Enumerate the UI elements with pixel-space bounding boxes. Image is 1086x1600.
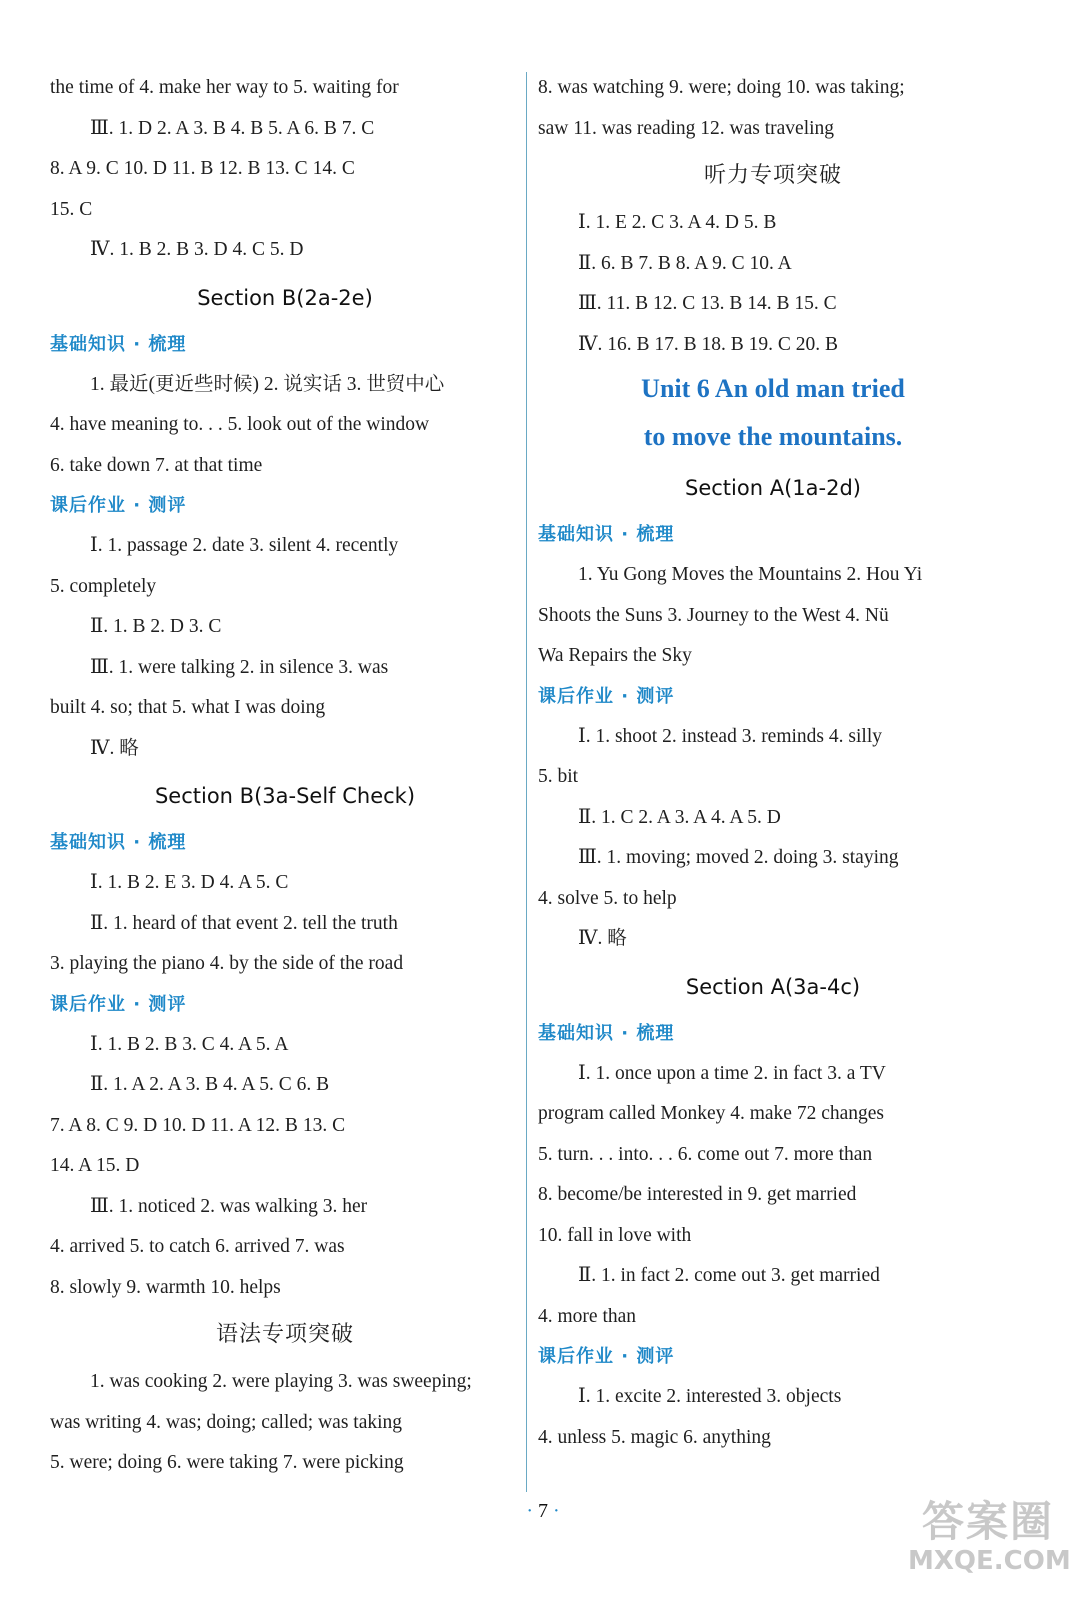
answer-line: 8. become/be interested in 9. get married bbox=[538, 1184, 857, 1205]
column-divider bbox=[526, 72, 527, 1492]
answer-line: Ⅳ. 1. B 2. B 3. D 4. C 5. D bbox=[90, 239, 304, 260]
answer-line: 8. A 9. C 10. D 11. B 12. B 13. C 14. C bbox=[50, 158, 355, 179]
answer-line: 4. solve 5. to help bbox=[538, 887, 677, 909]
watermark-logo bbox=[908, 1497, 1071, 1588]
answer-line: 4. have meaning to. . . 5. look out of the window bbox=[50, 414, 430, 435]
answer-line: 1. Yu Gong Moves the Mountains 2. Hou Yi bbox=[578, 564, 923, 585]
answer-line: Ⅰ. 1. once upon a time 2. in fact 3. a TV bbox=[578, 1062, 886, 1084]
category-tag: 基础知识 · 梳理 bbox=[50, 832, 187, 853]
page-number-value: 7 bbox=[538, 1500, 548, 1522]
answer-line: Ⅳ. 略 bbox=[578, 928, 627, 949]
answer-line: 14. A 15. D bbox=[50, 1155, 140, 1176]
unit-title: to move the mountains. bbox=[643, 422, 903, 451]
answer-line: Wa Repairs the Sky bbox=[538, 645, 692, 666]
category-tag: 课后作业 · 测评 bbox=[50, 993, 187, 1015]
answer-line: Ⅲ. 1. noticed 2. was walking 3. her bbox=[90, 1195, 368, 1217]
right-column bbox=[538, 68, 1008, 1458]
section-title: Section A(3a-4c) bbox=[685, 974, 861, 999]
answer-line: Ⅰ. 1. excite 2. interested 3. objects bbox=[578, 1386, 842, 1407]
answer-line: 5. completely bbox=[50, 575, 157, 597]
answer-line: 6. take down 7. at that time bbox=[50, 454, 263, 476]
watermark-sub: MXQE.COM bbox=[908, 1546, 1071, 1576]
answer-line: Ⅰ. 1. passage 2. date 3. silent 4. recently bbox=[90, 535, 399, 556]
section-title: Section A(1a-2d) bbox=[685, 476, 861, 500]
answer-line: Ⅲ. 11. B 12. C 13. B 14. B 15. C bbox=[578, 293, 837, 314]
answer-line: 4. more than bbox=[538, 1305, 637, 1327]
answer-line: 7. A 8. C 9. D 10. D 11. A 12. B 13. C bbox=[50, 1114, 346, 1136]
answer-line: 8. slowly 9. warmth 10. helps bbox=[50, 1276, 281, 1298]
answer-line: 8. was watching 9. were; doing 10. was taking; bbox=[538, 77, 905, 98]
answer-line: program called Monkey 4. make 72 changes bbox=[538, 1103, 885, 1124]
answer-line: saw 11. was reading 12. was traveling bbox=[538, 117, 835, 139]
answer-line: 5. turn. . . into. . . 6. come out 7. more than bbox=[538, 1143, 873, 1165]
answer-line: Ⅰ. 1. E 2. C 3. A 4. D 5. B bbox=[578, 212, 777, 233]
answer-line: Ⅱ. 6. B 7. B 8. A 9. C 10. A bbox=[578, 252, 792, 274]
answer-line: Ⅱ. 1. A 2. A 3. B 4. A 5. C 6. B bbox=[90, 1074, 330, 1095]
answer-line: 4. arrived 5. to catch 6. arrived 7. was bbox=[50, 1236, 345, 1257]
answer-line: Ⅰ. 1. shoot 2. instead 3. reminds 4. silly bbox=[578, 725, 882, 747]
category-tag: 基础知识 · 梳理 bbox=[538, 1022, 675, 1044]
category-tag: 课后作业 · 测评 bbox=[538, 1346, 675, 1367]
answer-line: was writing 4. was; doing; called; was taking bbox=[50, 1411, 403, 1433]
answer-line: Ⅲ. 1. D 2. A 3. B 4. B 5. A 6. B 7. C bbox=[90, 117, 375, 139]
answer-line: Ⅱ. 1. in fact 2. come out 3. get married bbox=[578, 1265, 880, 1286]
section-title: 听力专项突破 bbox=[703, 163, 842, 188]
category-tag: 基础知识 · 梳理 bbox=[50, 333, 187, 355]
answer-line: 4. unless 5. magic 6. anything bbox=[538, 1426, 771, 1448]
answer-line: 10. fall in love with bbox=[538, 1224, 692, 1246]
category-tag: 基础知识 · 梳理 bbox=[538, 524, 675, 545]
answer-line: Ⅲ. 1. were talking 2. in silence 3. was bbox=[90, 656, 389, 678]
answer-line: Shoots the Suns 3. Journey to the West 4. Nü bbox=[538, 604, 889, 626]
answer-line: 5. were; doing 6. were taking 7. were picking bbox=[50, 1452, 404, 1473]
watermark-main: 答案圈 bbox=[921, 1497, 1054, 1546]
answer-line: 15. C bbox=[50, 198, 93, 220]
answer-line: Ⅳ. 16. B 17. B 18. B 19. C 20. B bbox=[578, 333, 839, 355]
category-tag: 课后作业 · 测评 bbox=[50, 495, 187, 516]
answer-line: 3. playing the piano 4. by the side of the road bbox=[50, 953, 404, 974]
answer-line: the time of 4. make her way to 5. waiting for bbox=[50, 77, 399, 98]
answer-line: Ⅳ. 略 bbox=[90, 737, 139, 759]
answer-line: 1. 最近(更近些时候) 2. 说实话 3. 世贸中心 bbox=[90, 373, 445, 395]
page-number: · 7 · bbox=[526, 1500, 560, 1522]
answer-line: Ⅲ. 1. moving; moved 2. doing 3. staying bbox=[578, 847, 899, 868]
unit-title: Unit 6 An old man tried bbox=[641, 374, 905, 403]
answer-line: 1. was cooking 2. were playing 3. was sweeping; bbox=[90, 1371, 472, 1392]
section-title: Section B(2a-2e) bbox=[197, 285, 373, 310]
answer-line: Ⅰ. 1. B 2. E 3. D 4. A 5. C bbox=[90, 872, 289, 893]
answer-line: built 4. so; that 5. what I was doing bbox=[50, 697, 326, 718]
answer-line: 5. bit bbox=[538, 766, 579, 787]
answer-line: Ⅱ. 1. heard of that event 2. tell the truth bbox=[90, 912, 398, 934]
section-title: 语法专项突破 bbox=[215, 1322, 354, 1347]
category-tag: 课后作业 · 测评 bbox=[538, 685, 675, 707]
left-column bbox=[50, 68, 520, 1484]
answer-line: Ⅱ. 1. B 2. D 3. C bbox=[90, 616, 222, 637]
answer-line: Ⅰ. 1. B 2. B 3. C 4. A 5. A bbox=[90, 1033, 289, 1055]
answer-line: Ⅱ. 1. C 2. A 3. A 4. A 5. D bbox=[578, 806, 781, 828]
section-title: Section B(3a-Self Check) bbox=[154, 784, 416, 808]
